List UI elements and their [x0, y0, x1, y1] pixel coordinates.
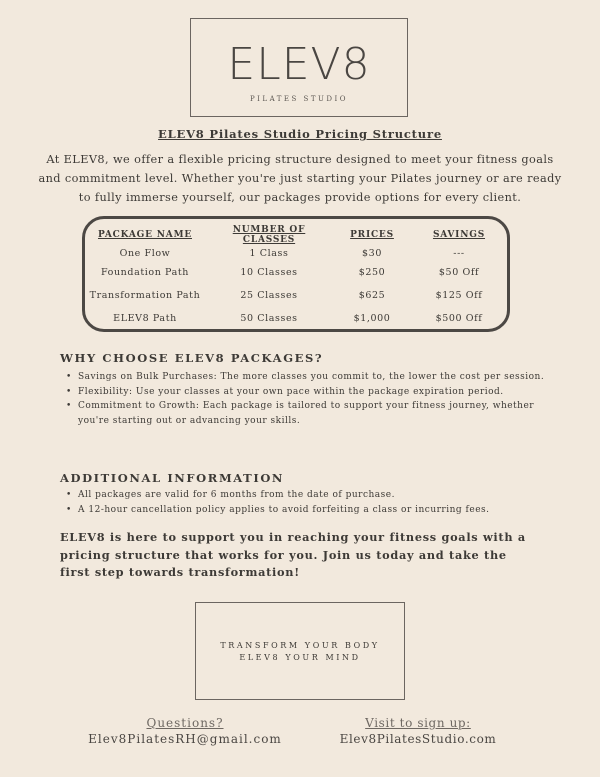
package-name: One Flow — [119, 247, 171, 259]
savings: $50 Off — [438, 267, 480, 278]
list-item: • Commitment to Growth: Each package is tailored to support your fitness journey, whether you're starting out or advancing your skills. — [66, 399, 546, 428]
package-name: Transformation Path — [89, 290, 201, 301]
price: $625 — [358, 290, 386, 301]
email-link[interactable]: Elev8PilatesRH@gmail.com — [88, 732, 282, 746]
footer-signup — [318, 716, 518, 746]
signup-label: Visit to sign up: — [365, 716, 471, 730]
price: $250 — [358, 267, 386, 278]
logo-wordmark: ELEV8 — [227, 39, 371, 90]
additional-list — [66, 488, 546, 517]
logo-subtitle: PILATES STUDIO — [249, 95, 349, 103]
table-row — [85, 284, 507, 307]
intro-paragraph: At ELEV8, we offer a flexible pricing structure designed to meet your fitness goals and commitment level. Whether you're just starting your Pilates journey or are ready to fully immerse yourself, our packages provide options for every client. — [38, 153, 562, 204]
motto-line-2: ELEV8 YOUR MIND — [239, 653, 361, 662]
list-item: • Flexibility: Use your classes at your own pace within the package expiration period. — [66, 385, 546, 400]
pricing-table — [85, 225, 507, 330]
class-count: 50 Classes — [240, 313, 298, 324]
list-item: • All packages are valid for 6 months from the date of purchase. — [66, 488, 546, 503]
savings: $125 Off — [435, 290, 483, 301]
website-link[interactable]: Elev8PilatesStudio.com — [339, 732, 497, 746]
class-count: 10 Classes — [240, 267, 298, 278]
price: $1,000 — [353, 313, 391, 324]
why-list — [66, 370, 546, 428]
list-item: • Savings on Bulk Purchases: The more classes you commit to, the lower the cost per session. — [66, 370, 546, 385]
savings: --- — [453, 247, 465, 259]
page-title: ELEV8 Pilates Studio Pricing Structure — [158, 127, 442, 141]
footer-contact — [80, 716, 290, 746]
list-item: • A 12-hour cancellation policy applies to avoid forfeiting a class or incurring fees. — [66, 503, 546, 518]
package-name: ELEV8 Path — [113, 313, 177, 324]
class-count: 25 Classes — [240, 290, 298, 301]
motto-box — [195, 602, 405, 700]
motto-line-1: TRANSFORM YOUR BODY — [220, 641, 380, 650]
header-number-of-classes: NUMBER OF CLASSES — [232, 225, 306, 245]
package-name: Foundation Path — [100, 267, 190, 278]
table-row — [85, 307, 507, 330]
class-count: 1 Class — [249, 247, 289, 259]
why-heading: WHY CHOOSE ELEV8 PACKAGES? — [60, 351, 324, 365]
savings: $500 Off — [435, 313, 483, 324]
closing-paragraph: ELEV8 is here to support you in reaching your fitness goals with a pricing structure that works for you. Join us today and take the first step towards transformation! — [60, 530, 526, 579]
additional-heading: ADDITIONAL INFORMATION — [60, 471, 285, 485]
price: $30 — [362, 247, 382, 259]
logo-box — [190, 18, 408, 117]
pricing-header-row — [85, 225, 507, 245]
header-savings: SAVINGS — [432, 230, 486, 240]
header-prices: PRICES — [350, 230, 394, 240]
header-package-name: PACKAGE NAME — [97, 230, 192, 240]
questions-label: Questions? — [146, 716, 224, 730]
pricing-table-box — [82, 216, 510, 332]
table-row — [85, 245, 507, 261]
table-row — [85, 261, 507, 284]
